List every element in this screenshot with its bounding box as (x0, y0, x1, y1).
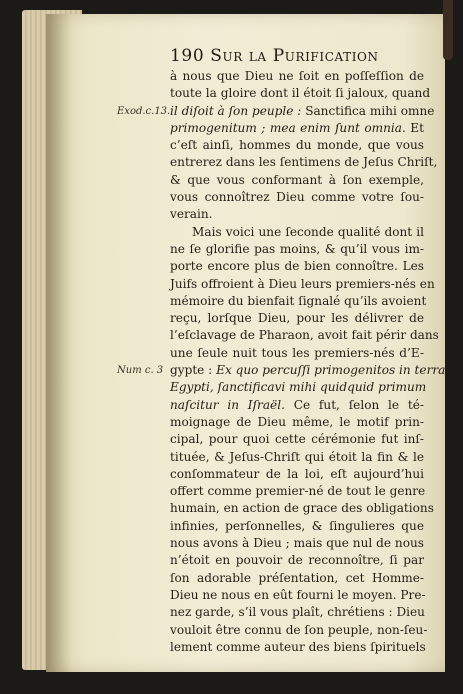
text-segment: Sanctifica mihi omne (305, 103, 435, 118)
text-line: humain, en action de grace des obligations (170, 501, 434, 516)
latin-quote: naſcitur in Iſraël. (170, 397, 285, 412)
text-line: moignage de Dieu même, le motif prin- (170, 414, 424, 429)
text-segment: Et (405, 120, 424, 135)
text-line: conſommateur de la loi, eſt aujourd’hui (170, 466, 424, 481)
text-line: n’étoit en pouvoir de reconnoître, ſi par (170, 553, 424, 568)
text-line: entrerez dans les ſentimens de Jeſus Chriſt, (170, 155, 438, 170)
text-line: c’eſt ainſi, hommes du monde, que vous (170, 138, 424, 153)
margin-reference: Exod.c.13. (117, 105, 171, 117)
text-line (117, 362, 446, 379)
text-line: infinies, perſonnelles, & ſingulieres que (170, 518, 424, 533)
page-number: 190 (170, 46, 205, 66)
text-line: une ſeule nuit tous les premiers-nés d’E- (170, 345, 424, 360)
latin-quote: il diſoit à ſon peuple : (170, 103, 306, 118)
text-line: tituée, & Jeſus-Chriſt qui étoit la fin & le (170, 449, 424, 464)
text-line (170, 379, 427, 396)
text-line (170, 397, 424, 414)
margin-reference: Num c. 3 (117, 365, 164, 377)
text-line: & que vous conformant à ſon exemple, (170, 172, 424, 187)
text-line: vouloit être connu de ſon peuple, non-ſeu- (170, 622, 428, 637)
text-line: porte encore plus de bien connoître. Les (170, 259, 424, 274)
text-line: reçu, lorſque Dieu, pour les délivrer de (170, 311, 424, 326)
text-line: Juifs offroient à Dieu leurs premiers-nés en (170, 276, 435, 291)
body-text (117, 68, 446, 656)
spine-shadow (46, 14, 72, 672)
text-line: verain. (170, 207, 213, 222)
text-line: nous avons à Dieu ; mais que nul de nous (170, 536, 424, 551)
text-line (117, 103, 435, 120)
text-segment: gypte : (170, 363, 217, 378)
book-ribbon (443, 0, 453, 60)
latin-quote: Ex quo percuſſi primogenitos in terra (216, 363, 446, 378)
text-line: ne ſe glorifie pas moins, & qu’il vous im- (170, 241, 424, 256)
text-line: Mais voici une ſeconde qualité dont il (192, 224, 424, 239)
latin-quote: Egypti, ſanctificavi mihi quidquid primum (170, 380, 427, 395)
running-title: Sur la Purification (210, 46, 379, 66)
text-line: l’eſclavage de Pharaon, avoit fait périr dans (170, 328, 439, 343)
text-line: ſon adorable préſentation, cet Homme- (170, 570, 424, 585)
text-line: offert comme premier-né de tout le genre (170, 484, 426, 499)
text-line: à nous que Dieu ne ſoit en poſſeſſion de (170, 69, 424, 83)
text-line: mémoire du bienfait ſignalé qu’ils avoient (170, 293, 427, 308)
text-line: lement comme auteur des biens ſpirituels (170, 639, 426, 654)
text-line: nez garde, s’il vous plaît, chrétiens : Dieu (170, 605, 425, 620)
text-line: toute la gloire dont il étoit ſi jaloux, quand (170, 86, 431, 101)
latin-quote: primogenitum ; mea enim ſunt omnia. (170, 120, 406, 135)
text-line: vous connoîtrez Dieu comme votre ſou- (170, 190, 424, 205)
text-segment: Ce fut, ſelon le té- (284, 397, 424, 412)
text-line: Dieu ne nous en eût fourni le moyen. Pre- (170, 587, 426, 602)
text-line (170, 120, 424, 137)
text-line: cipal, pour quoi cette cérémonie fut inſ- (170, 432, 424, 447)
running-header (170, 46, 430, 66)
